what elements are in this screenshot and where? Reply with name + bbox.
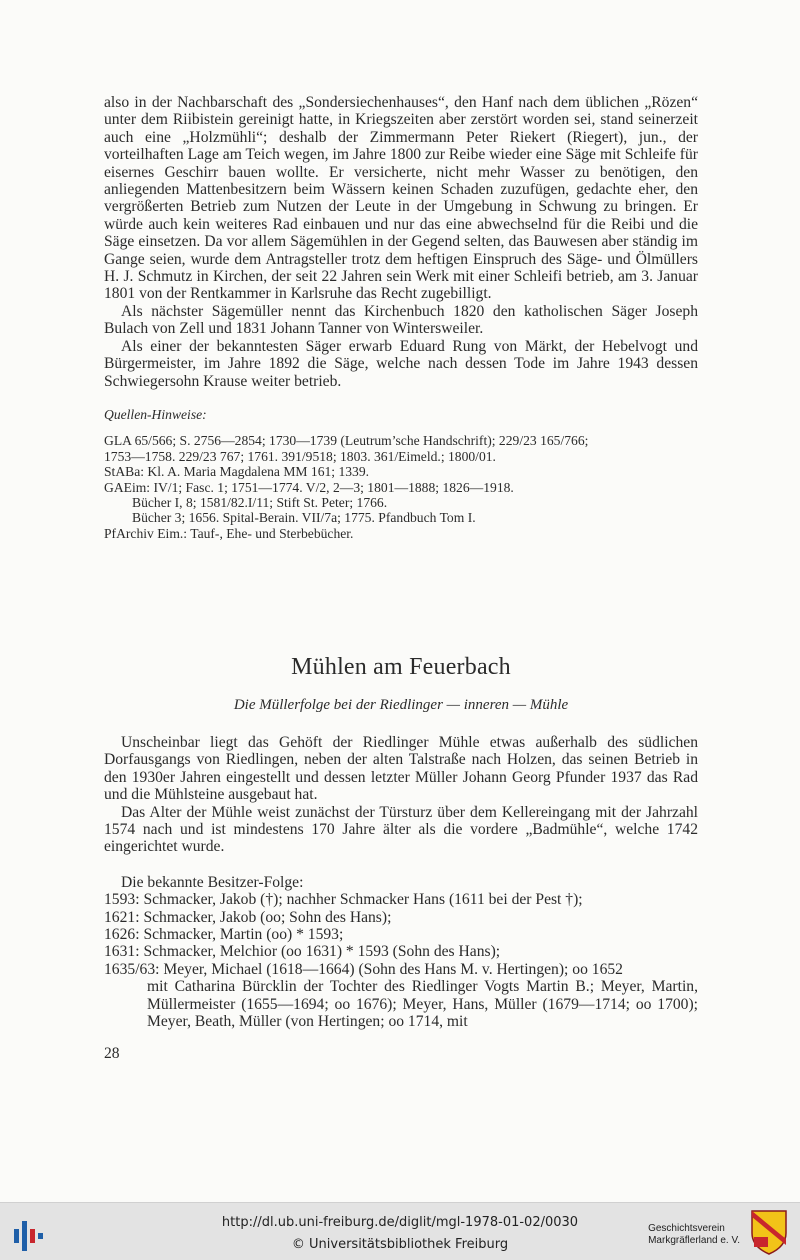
owner-text: Schmacker, Melchior (oo 1631) * 1593 (Sohn des Hans); <box>143 943 501 961</box>
copyright-notice: © Universitätsbibliothek Freiburg <box>291 1237 509 1252</box>
owner-text: Schmacker, Jakob (oo; Sohn des Hans); <box>143 908 392 926</box>
owner-continuation: mit Catharina Bürcklin der Tochter des Riedlinger Vogts Martin B.; Meyer, Martin, Müllermeister (1655—1694; oo 1676); Meyer, Hans, Müller (1679—1714; oo 1700); Meyer, Beath, Müller (von Hertingen; oo 1714, mit <box>147 978 698 1031</box>
section-title: Mühlen am Feuerbach <box>291 654 511 680</box>
paragraph: Als einer der bekanntesten Säger erwarb Eduard Rung von Märkt, der Hebelvogt und Bürgermeister, im Jahre 1892 die Säge, welche nach dessen Tode im Jahre 1943 dessen Schwiegersohn Krause weiter betrieb. <box>104 337 698 390</box>
owner-year: 1593: <box>104 891 140 909</box>
source-line: Bücher I, 8; 1581/82.I/11; Stift St. Peter; 1766. <box>132 494 388 510</box>
society-name <box>648 1223 740 1247</box>
owner-entry <box>104 961 698 978</box>
source-line: GLA 65/566; S. 2756—2854; 1730—1739 (Leutrum’sche Handschrift); 229/23 165/766; <box>104 433 589 449</box>
footer-bar <box>0 1202 800 1260</box>
source-line: PfArchiv Eim.: Tauf-, Ehe- und Sterbebücher. <box>104 525 354 541</box>
owner-year: 1631: <box>104 943 140 961</box>
paragraph: Das Alter der Mühle weist zunächst der Türsturz über dem Kellereingang mit der Jahrzahl 1574 nach und ist mindestens 170 Jahre älter als die vordere „Badmühle“, welche 1742 eingerichtet wurde. <box>104 803 698 856</box>
owner-entry <box>104 926 698 943</box>
society-name-line: Markgräflerland e. V. <box>648 1235 740 1246</box>
paragraph: Als nächster Sägemüller nennt das Kirchenbuch 1820 den katholischen Säger Joseph Bulach von Zell und 1831 Johann Tanner von Wintersweiler. <box>104 302 698 338</box>
coat-of-arms-icon <box>750 1209 788 1255</box>
owner-entry <box>104 909 698 926</box>
source-line: 1753—1758. 229/23 767; 1761. 391/9518; 1803. 361/Eimeld.; 1800/01. <box>104 448 496 464</box>
owner-entry <box>104 891 698 908</box>
paragraph: Unscheinbar liegt das Gehöft der Riedlinger Mühle etwas außerhalb des südlichen Dorfausgangs von Riedlingen, neben der alten Talstraße nach Holzen, das seinen Betrieb in den 1930er Jahren eingestellt und dessen letzter Müller Johann Georg Pfunder 1937 das Rad und die Mühlsteine ausgebaut hat. <box>104 734 698 804</box>
sources-list <box>104 433 698 541</box>
paragraph: also in der Nachbarschaft des „Sondersiechenhauses“, den Hanf nach dem üblichen „Rözen“ unter dem Riibistein gereinigt hatte, in Kriegszeiten aber zerstört worden sei, stand seinerzeit auch eine „Holzmühli“; deshalb der Zimmermann Peter Riekert (Riegert), jun., der vorteilhaften Lage am Teich wegen, im Jahre 1800 zur Reibe wieder eine Säge mit Schleife für eisernes Geschirr bauen wollte. Er versicherte, nicht mehr Wasser zu benötigen, den anliegenden Mattenbesitzern beim Wässern keinen Schaden zuzufügen, gedachte eher, den vergrößerten Betrieb zum Nutzen der Leute in der Umgebung in Schwung zu bringen. Er würde auch kein weiteres Rad einbauen und nur das eine abwechselnd für die Reibi und die Säge einsetzen. Da vor allem Sägemühlen in der Gegend selten, das Bauwesen aber ständig im Gange seien, wurde dem Antragsteller trotz dem heftigen Einspruch des Säge- und Ölmüllers H. J. Schmutz in Kirchen, der seit 22 Jahren sein Werk mit einer Schleifi betrieb, am 3. Januar 1801 von der Rentkammer in Karlsruhe das Recht zugebilligt. <box>104 94 698 303</box>
digital-library-link[interactable]: http://dl.ub.uni-freiburg.de/diglit/mgl-1978-01-02/0030 <box>221 1215 579 1230</box>
owner-text: Schmacker, Jakob (†); nachher Schmacker Hans (1611 bei der Pest †); <box>143 891 583 909</box>
society-name-line: Geschichtsverein <box>648 1223 725 1234</box>
source-line: GAEim: IV/1; Fasc. 1; 1751—1774. V/2, 2—3; 1801—1888; 1826—1918. <box>104 479 514 495</box>
owners-list <box>104 874 698 1031</box>
source-line: StABa: Kl. A. Maria Magdalena MM 161; 1339. <box>104 464 370 480</box>
owner-year: 1621: <box>104 908 140 926</box>
source-line: Bücher 3; 1656. Spital-Berain. VII/7a; 1775. Pfandbuch Tom I. <box>132 510 476 526</box>
owner-entry <box>104 943 698 960</box>
owner-text: Schmacker, Martin (oo) * 1593; <box>143 926 344 944</box>
owners-heading: Die bekannte Besitzer-Folge: <box>121 873 304 891</box>
page-number: 28 <box>104 1045 120 1062</box>
owner-text: Meyer, Michael (1618—1664) (Sohn des Hans M. v. Hertingen); oo 1652 <box>163 960 623 978</box>
owner-year: 1626: <box>104 926 140 944</box>
owner-year: 1635/63: <box>104 960 160 978</box>
sources-heading: Quellen-Hinweise: <box>104 406 207 422</box>
section-body <box>104 734 698 1031</box>
top-text-block <box>104 94 698 541</box>
section-subtitle: Die Müllerfolge bei der Riedlinger — inneren — Mühle <box>233 697 569 713</box>
